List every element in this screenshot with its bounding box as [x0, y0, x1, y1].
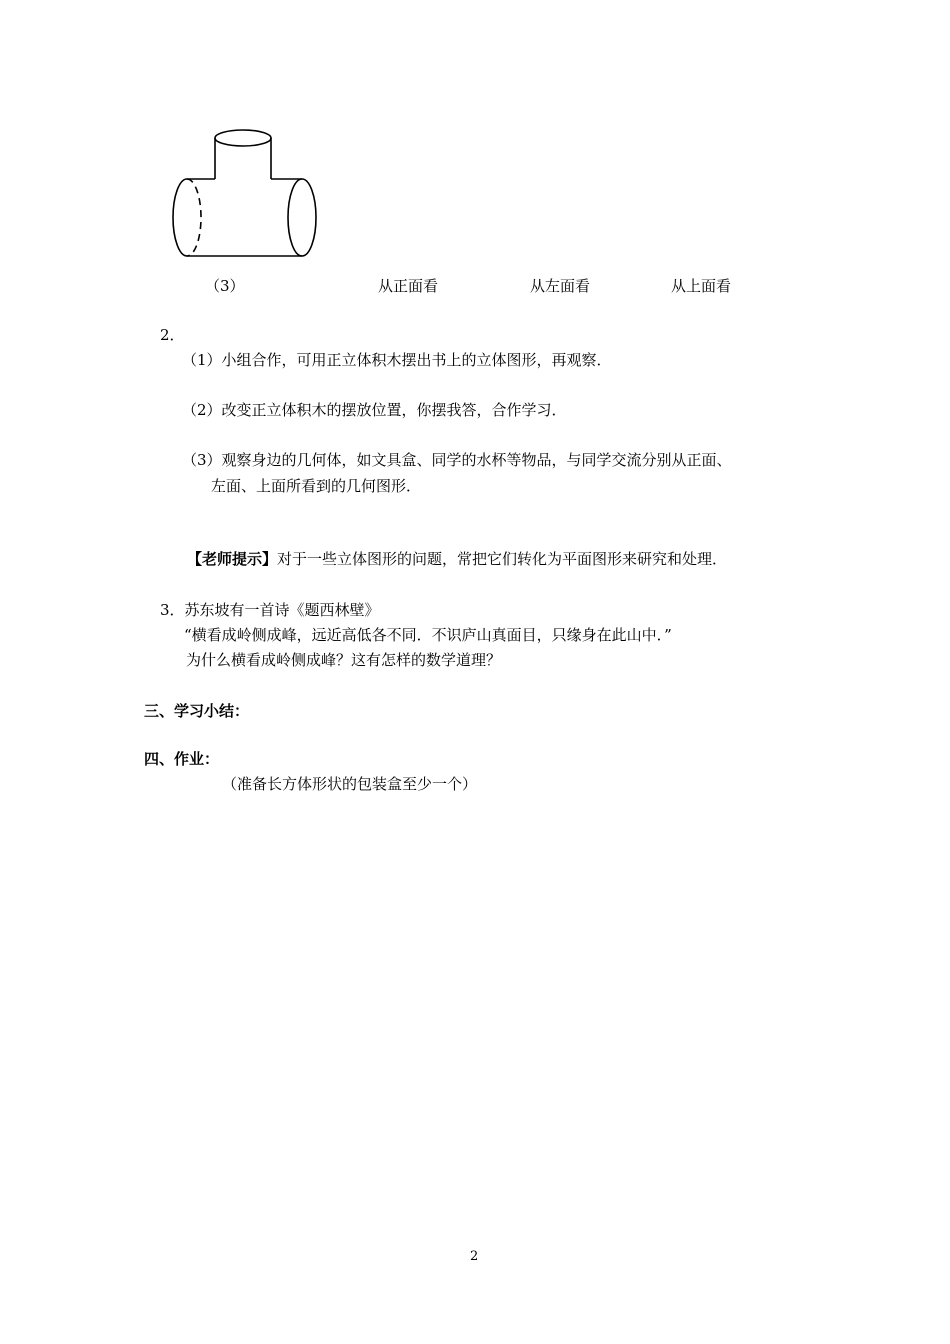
t-pipe-figure [165, 122, 325, 262]
homework-note: （准备长方体形状的包装盒至少一个） [222, 775, 478, 793]
teacher-hint-tag: 【老师提示】 [187, 550, 278, 568]
front-view-label: 从正面看 [378, 277, 439, 295]
question-3-poem: “横看成岭侧成峰，远近高低各不同．不识庐山真面目，只缘身在此山中．” [184, 626, 672, 644]
section-3-title: 三、学习小结： [144, 702, 250, 720]
teacher-hint [187, 550, 727, 568]
top-view-label: 从上面看 [671, 277, 732, 295]
question-2-number: 2． [160, 326, 185, 344]
section-4-title: 四、作业： [144, 750, 220, 768]
teacher-hint-text: 对于一些立体图形的问题，常把它们转化为平面图形来研究和处理． [277, 550, 728, 568]
question-2-item-2: （2）改变正立体积木的摆放位置，你摆我答，合作学习． [182, 401, 567, 419]
figure-label: （3） [205, 277, 245, 295]
left-view-label: 从左面看 [530, 277, 591, 295]
question-3-line-1: 3．苏东坡有一首诗《题西林壁》 [160, 601, 380, 619]
question-2-item-1: （1）小组合作，可用正立体积木摆出书上的立体图形，再观察． [182, 351, 612, 369]
page-number: 2 [470, 1249, 479, 1264]
question-2-item-3-continued: 左面、上面所看到的几何图形． [211, 477, 422, 495]
question-2-item-3: （3）观察身边的几何体，如文具盒、同学的水杯等物品，与同学交流分别从正面、 [182, 451, 732, 469]
question-3-question: 为什么横看成岭侧成峰？这有怎样的数学道理？ [186, 651, 502, 669]
